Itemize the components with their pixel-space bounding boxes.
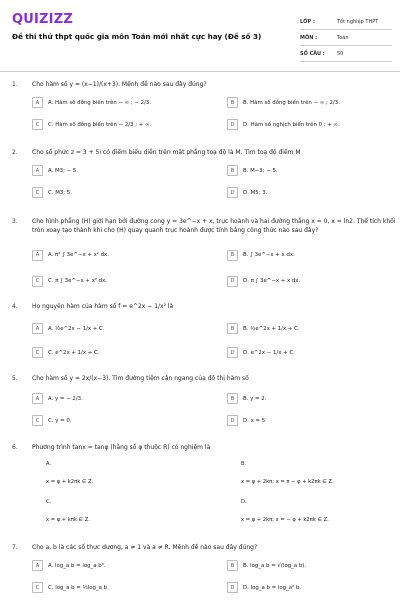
option-letter-box: B [227,165,238,176]
question-7 [12,543,396,600]
option-text: x = φ + 2kπ; x = π − φ + k2πk ∈ Z. [241,479,334,485]
question-6 [12,443,396,538]
question-number: 4. [12,303,18,310]
option-letter-box: A [32,97,43,108]
question-number: 5. [12,375,18,382]
option-text: B. ½e^2x + 1/x + C. [243,325,300,332]
option-letter-box: D [227,347,238,358]
meta-value: Tốt nghiệp THPT [337,18,379,25]
option-d[interactable] [227,499,392,531]
option-label: D. [241,499,247,505]
option-text: x = φ + kπk ∈ Z. [46,517,90,523]
option-b[interactable] [227,559,392,572]
header-divider [0,71,400,72]
option-letter-box: A [32,323,43,334]
option-text: B. y = 2. [243,395,267,402]
option-text: A. log_a b = log_a b³. [48,562,106,569]
option-a[interactable] [32,322,197,335]
option-d[interactable] [227,414,392,427]
option-d[interactable] [227,118,392,131]
question-3 [12,217,396,297]
option-letter-box: C [32,119,43,130]
question-number: 3. [12,218,18,225]
option-letter-box: C [32,415,43,426]
option-text: D. M5; 3. [243,189,268,196]
question-text: Cho hình phẳng (H) giới hạn bởi đường cong y = 3e^−x + x, trục hoành và hai đường thẳng x = 0, x = ln2. Thể tích khối tròn xoay tạo thành khi cho (H) quay quanh trục hoành được tính bằng công thức nào sau đây? [32,218,396,234]
option-d[interactable] [227,581,392,594]
option-b[interactable] [227,247,392,263]
question-number: 6. [12,444,18,451]
meta-value: 50 [337,50,344,57]
option-letter-box: D [227,119,238,130]
option-text: C. Hàm số đồng biến trên − 2/3 ; + ∞. [48,121,152,128]
option-text: C. log_a b = ⅓log_a b. [48,584,109,591]
option-c[interactable] [32,186,197,199]
question-text: Cho hàm số y = 2x/(x−3). Tìm đường tiệm cận ngang của đồ thị hàm số [32,375,249,382]
option-c[interactable] [32,273,197,289]
question-text: Cho hàm số y = (x−1)/(x+3). Mệnh đề nào sau đây đúng? [32,81,207,88]
option-letter-box: A [32,250,43,261]
option-letter-box: A [32,393,43,404]
question-5 [12,374,396,434]
option-label: B. [241,461,247,467]
option-c[interactable] [32,581,197,594]
option-text: A. Hàm số đồng biến trên − ∞ ; − 2/3. [48,99,152,106]
meta-row-subject [300,30,392,46]
question-text: Cho số phức z = 3 + 5i có điểm biểu diễn trên mặt phẳng toạ độ là M. Tìm toạ độ điểm M [32,149,301,156]
option-a[interactable] [32,164,197,177]
option-text: D. Hàm số nghịch biến trên 0 ; + ∞. [243,121,340,128]
question-2 [12,148,396,208]
option-text: B. Hàm số đồng biến trên − ∞ ; 2/3. [243,99,340,106]
question-text: Họ nguyên hàm của hàm số f = e^2x − 1/x² là [32,303,174,310]
option-letter-box: D [227,187,238,198]
option-letter-box: C [32,276,43,287]
option-d[interactable] [227,346,392,359]
quizizz-logo: QUIZIZZ [12,12,73,27]
option-text: x = φ + k2πk ∈ Z. [46,479,94,485]
meta-table [300,14,392,62]
option-text: B. ∫ 3e^−x + x dx. [243,252,295,258]
option-c[interactable] [32,118,197,131]
option-a[interactable] [32,392,197,405]
option-text: D. x = 5 [243,417,266,424]
option-text: D. e^2x − 1/x + C. [243,349,295,356]
option-text: A. y = − 2/3. [48,395,83,402]
option-text: B. log_a b = √(log_a b). [243,562,307,569]
option-text: C. M3; 5. [48,189,72,196]
option-a[interactable] [32,461,197,493]
question-number: 2. [12,149,18,156]
meta-key: LỚP : [300,18,315,25]
option-text: C. y = 0. [48,417,72,424]
option-letter-box: C [32,582,43,593]
option-d[interactable] [227,186,392,199]
option-letter-box: D [227,415,238,426]
option-a[interactable] [32,559,197,572]
option-b[interactable] [227,322,392,335]
option-text: A. ½e^2x − 1/x + C. [48,325,105,332]
page-title: Đề thi thử thpt quốc gia môn Toán mới nhất cực hay (Đề số 3) [12,32,262,41]
question-text: Cho a, b là các số thực dương, a ≠ 1 và a ≠ R. Mệnh đề nào sau đây đúng? [32,544,258,551]
option-c[interactable] [32,414,197,427]
meta-key: SỐ CÂU : [300,50,325,57]
option-text: A. π² ∫ 3e^−x + x² dx. [48,252,109,258]
option-letter-box: D [227,276,238,287]
option-c[interactable] [32,499,197,531]
meta-row-count [300,46,392,62]
option-letter-box: B [227,250,238,261]
header [0,0,400,64]
option-text: B. M−3; − 5. [243,167,278,174]
question-1 [12,80,396,140]
option-letter-box: A [32,165,43,176]
option-letter-box: C [32,187,43,198]
question-number: 1. [12,81,18,88]
option-text: x = φ + 2kπ; x = − φ + k2πk ∈ Z. [241,517,329,523]
option-letter-box: A [32,560,43,571]
question-number: 7. [12,544,18,551]
option-b[interactable] [227,96,392,109]
option-a[interactable] [32,247,197,263]
option-text: A. M3; − 5. [48,167,79,174]
question-4 [12,302,396,366]
option-d[interactable] [227,273,392,289]
option-letter-box: B [227,97,238,108]
option-letter-box: C [32,347,43,358]
meta-value: Toán [337,34,349,41]
option-text: D. log_a b = log_a² b. [243,584,302,591]
option-label: C. [46,499,52,505]
option-letter-box: B [227,323,238,334]
option-letter-box: B [227,393,238,404]
meta-row-class [300,14,392,30]
option-b[interactable] [227,392,392,405]
option-c[interactable] [32,346,197,359]
question-text: Phương trình tanx = tanφ (hằng số φ thuộc R) có nghiệm là [32,444,211,451]
meta-key: MÔN : [300,34,318,41]
option-text: C. π ∫ 3e^−x + x² dx. [48,278,107,284]
option-b[interactable] [227,164,392,177]
option-label: A. [46,461,52,467]
option-b[interactable] [227,461,392,493]
option-text: C. e^2x + 1/x + C. [48,349,100,356]
option-letter-box: B [227,560,238,571]
option-letter-box: D [227,582,238,593]
option-text: D. π ∫ 3e^−x + x dx. [243,278,301,284]
option-a[interactable] [32,96,197,109]
